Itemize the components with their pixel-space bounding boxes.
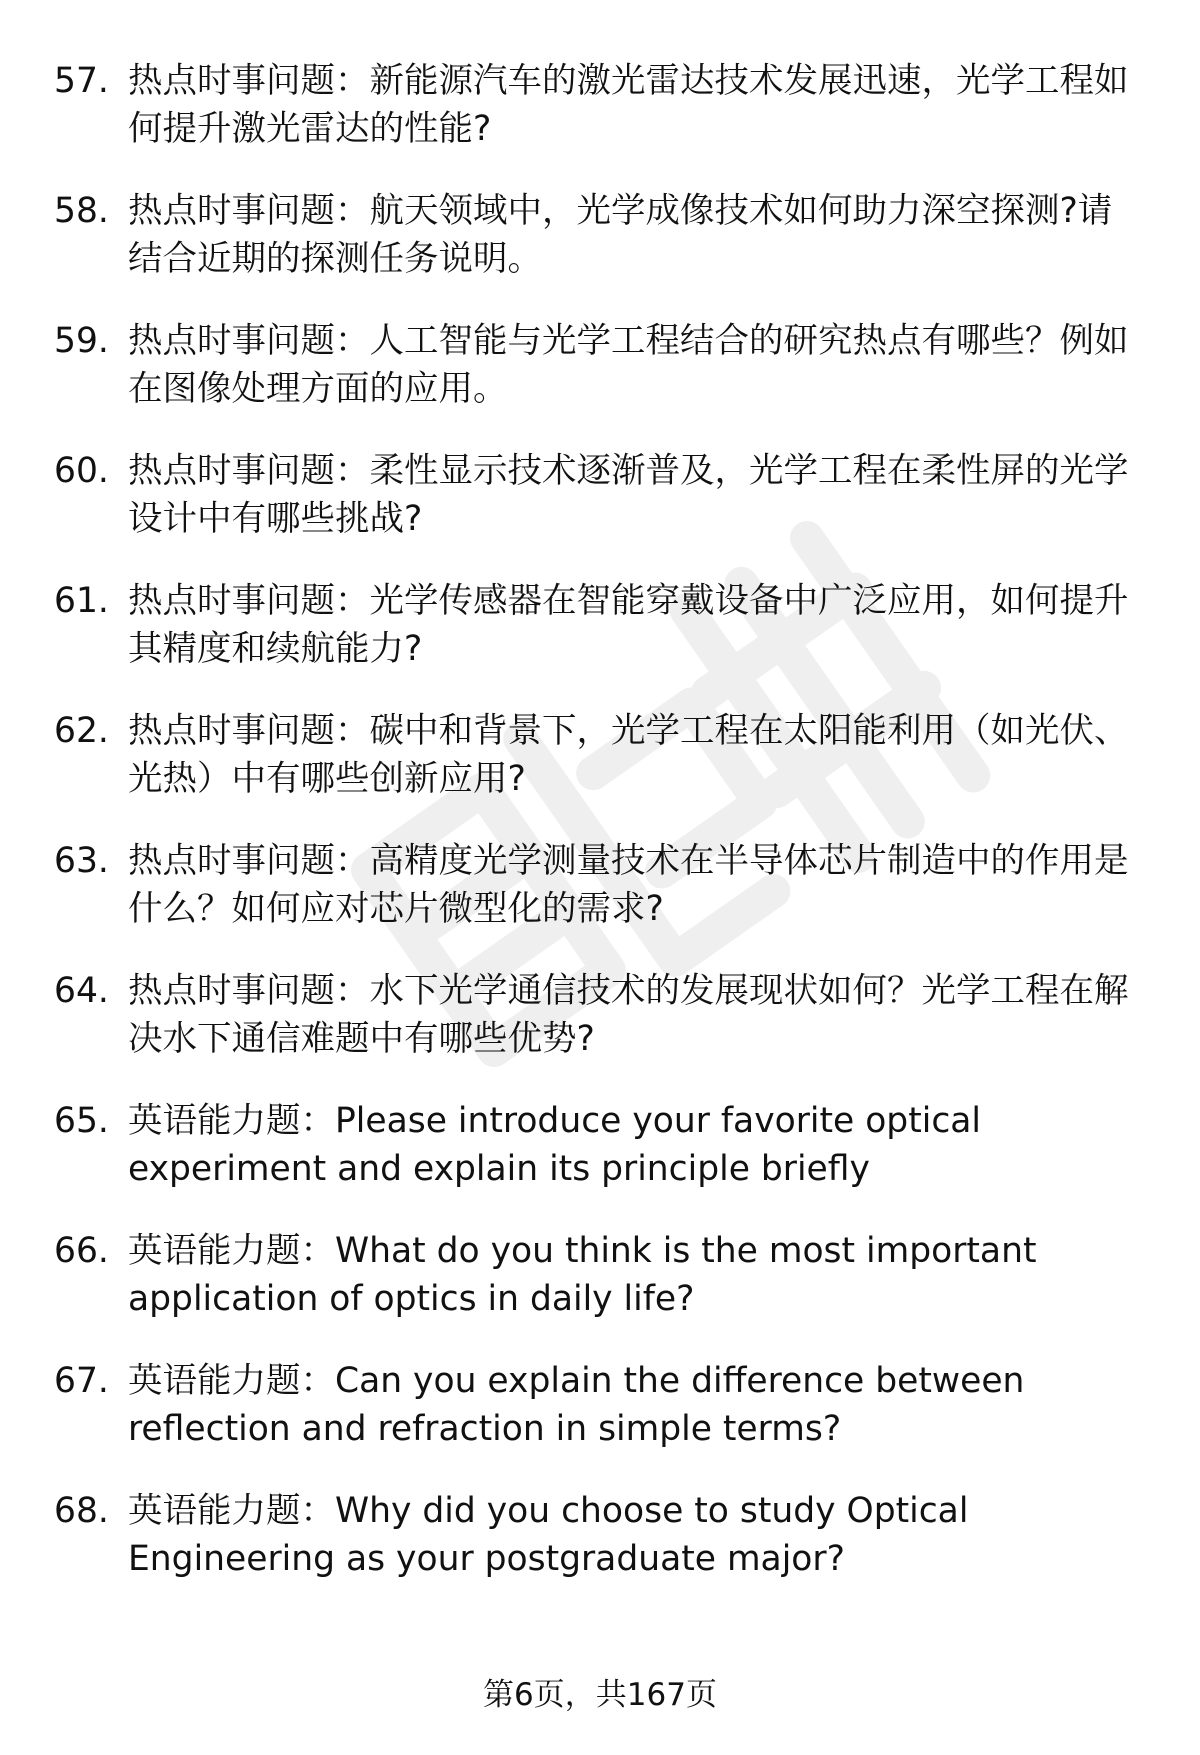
- question-number: 57.: [54, 61, 109, 101]
- question-number: 65.: [54, 1101, 109, 1141]
- question-text: 热点时事问题：柔性显示技术逐渐普及，光学工程在柔性屏的光学设计中有哪些挑战?: [128, 451, 1129, 539]
- question-text: 英语能力题：Please introduce your favorite optical experiment and explain its principle briefly: [128, 1101, 982, 1189]
- question-text: 热点时事问题：光学传感器在智能穿戴设备中广泛应用，如何提升其精度和续航能力?: [128, 581, 1129, 669]
- question-text: 英语能力题：Can you explain the difference between reflection and refraction in simple terms?: [128, 1361, 1025, 1449]
- question-number: 58.: [54, 191, 109, 231]
- question-text: 英语能力题：Why did you choose to study Optical Engineering as your postgraduate major?: [128, 1491, 969, 1579]
- question-list: [0, 57, 1200, 1617]
- question-number: 66.: [54, 1231, 109, 1271]
- question-item: [0, 1487, 1200, 1583]
- question-item: [0, 837, 1200, 933]
- question-item: [0, 1227, 1200, 1323]
- question-number: 60.: [54, 451, 109, 491]
- question-text: 热点时事问题：高精度光学测量技术在半导体芯片制造中的作用是什么？如何应对芯片微型化的需求?: [128, 841, 1129, 929]
- question-item: [0, 187, 1200, 283]
- question-number: 64.: [54, 971, 109, 1011]
- question-number: 68.: [54, 1491, 109, 1531]
- question-item: [0, 707, 1200, 803]
- question-text: 热点时事问题：碳中和背景下，光学工程在太阳能利用（如光伏、光热）中有哪些创新应用?: [128, 711, 1129, 799]
- question-number: 61.: [54, 581, 109, 621]
- page-footer: 第6页，共167页: [483, 1677, 717, 1713]
- question-text: 热点时事问题：人工智能与光学工程结合的研究热点有哪些？例如在图像处理方面的应用。: [128, 321, 1129, 409]
- question-text: 热点时事问题：水下光学通信技术的发展现状如何？光学工程在解决水下通信难题中有哪些优势?: [128, 971, 1129, 1059]
- question-text: 热点时事问题：航天领域中，光学成像技术如何助力深空探测?请结合近期的探测任务说明。: [128, 191, 1113, 279]
- question-item: [0, 967, 1200, 1063]
- question-item: [0, 1357, 1200, 1453]
- question-item: [0, 1097, 1200, 1193]
- question-number: 67.: [54, 1361, 109, 1401]
- question-number: 62.: [54, 711, 109, 751]
- question-item: [0, 447, 1200, 543]
- question-text: 英语能力题：What do you think is the most important application of optics in daily life?: [128, 1231, 1037, 1319]
- question-item: [0, 57, 1200, 153]
- question-text: 热点时事问题：新能源汽车的激光雷达技术发展迅速，光学工程如何提升激光雷达的性能?: [128, 61, 1129, 149]
- question-number: 59.: [54, 321, 109, 361]
- question-item: [0, 577, 1200, 673]
- question-number: 63.: [54, 841, 109, 881]
- question-item: [0, 317, 1200, 413]
